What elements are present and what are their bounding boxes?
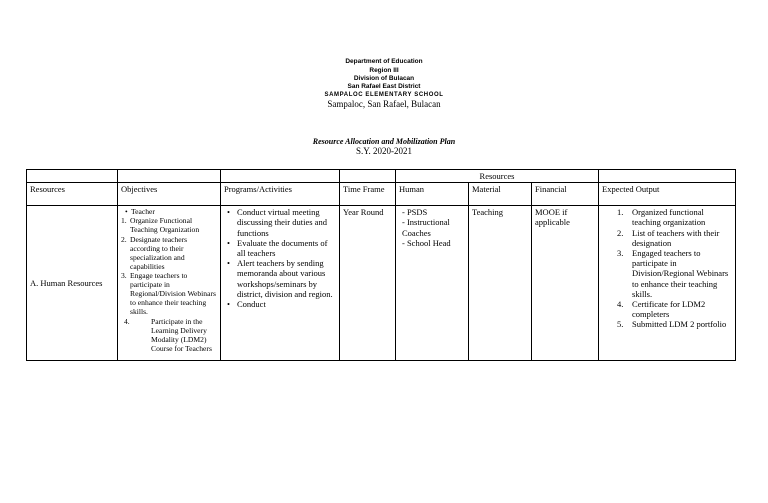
material-cell: Teaching <box>469 206 532 361</box>
list-text: Submitted LDM 2 portfolio <box>632 319 727 330</box>
column-header: Objectives <box>118 183 221 206</box>
activities-list <box>224 207 336 309</box>
list-number: 4. <box>617 298 624 309</box>
list-text: Certificate for LDM2 completers <box>632 298 706 320</box>
list-item <box>121 235 217 271</box>
empty-header-cell <box>118 170 221 183</box>
list-item: • Conduct <box>224 299 336 309</box>
objectives-bullet-list <box>121 207 217 216</box>
time-frame-cell: Year Round <box>340 206 396 361</box>
list-item <box>121 271 217 317</box>
list-number: 3. <box>617 247 624 258</box>
activities-cell <box>221 206 340 361</box>
resources-group-header: Resources <box>396 170 599 183</box>
school-year: S.Y. 2020-2021 <box>355 146 413 156</box>
list-item: - Instructional Coaches <box>402 217 450 238</box>
list-item: • Evaluate the documents of all teachers <box>224 238 336 258</box>
empty-header-cell <box>221 170 340 183</box>
objectives-list <box>121 216 217 353</box>
empty-header-cell <box>27 170 118 183</box>
list-number: 1. <box>617 207 624 218</box>
list-item <box>602 207 732 227</box>
department-heading: Department of Education <box>345 58 423 65</box>
table-header-row <box>27 183 736 206</box>
list-item <box>121 216 217 234</box>
table-group-header-row <box>27 170 736 183</box>
list-number: 4. <box>124 316 130 326</box>
expected-output-cell <box>599 206 736 361</box>
financial-cell: MOOE if applicable <box>532 206 599 361</box>
school-name: SAMPALOC ELEMENTARY SCHOOL <box>324 92 444 98</box>
region-heading: Region III <box>369 67 399 74</box>
expected-output-list <box>602 207 732 329</box>
list-item <box>121 317 217 353</box>
list-text: Participate in the Learning Delivery Modality (LDM2) Course for Teachers <box>151 316 212 353</box>
column-header: Programs/Activities <box>221 183 340 206</box>
column-header: Financial <box>532 183 599 206</box>
list-item <box>602 299 732 319</box>
empty-header-cell <box>340 170 396 183</box>
list-item <box>602 248 732 299</box>
list-text: Engage teachers to participate in Regional/Division Webinars to enhance their teaching skills. <box>130 270 216 317</box>
list-item: - PSDS <box>402 207 428 218</box>
human-list <box>399 207 465 248</box>
table-row <box>27 206 736 361</box>
division-heading: Division of Bulacan <box>353 75 415 82</box>
list-text: Designate teachers according to their specialization and capabilities <box>130 234 188 271</box>
list-number: 1. <box>121 216 127 226</box>
objectives-cell <box>118 206 221 361</box>
list-item: • Alert teachers by sending memoranda about various workshops/seminars by district, division and region. <box>224 258 336 299</box>
human-cell <box>396 206 469 361</box>
column-header: Material <box>469 183 532 206</box>
column-header: Time Frame <box>340 183 396 206</box>
list-number: 5. <box>617 319 624 330</box>
list-item: • Teacher <box>127 207 217 216</box>
list-number: 2. <box>617 227 624 238</box>
list-item: - School Head <box>402 237 451 248</box>
list-number: 2. <box>121 234 127 244</box>
resource-plan-table <box>26 169 736 361</box>
list-text: List of teachers with their designation <box>632 227 720 248</box>
resource-cell: A. Human Resources <box>27 206 118 361</box>
list-text: Organized functional teaching organization <box>632 207 706 228</box>
list-item: • Conduct virtual meeting discussing their duties and functions <box>224 207 336 238</box>
list-text: Organize Functional Teaching Organization <box>130 216 200 235</box>
school-address: Sampaloc, San Rafael, Bulacan <box>327 99 441 109</box>
document-title: Resource Allocation and Mobilization Plan <box>312 137 456 146</box>
column-header: Resources <box>27 183 118 206</box>
column-header: Human <box>396 183 469 206</box>
column-header: Expected Output <box>599 183 736 206</box>
list-text: Engaged teachers to participate in Division/Regional Webinars to enhance their teaching skills. <box>632 247 729 299</box>
list-item <box>602 319 732 329</box>
district-heading: San Rafael East District <box>347 83 421 90</box>
empty-header-cell <box>599 170 736 183</box>
list-item <box>602 228 732 248</box>
list-number: 3. <box>121 270 127 280</box>
